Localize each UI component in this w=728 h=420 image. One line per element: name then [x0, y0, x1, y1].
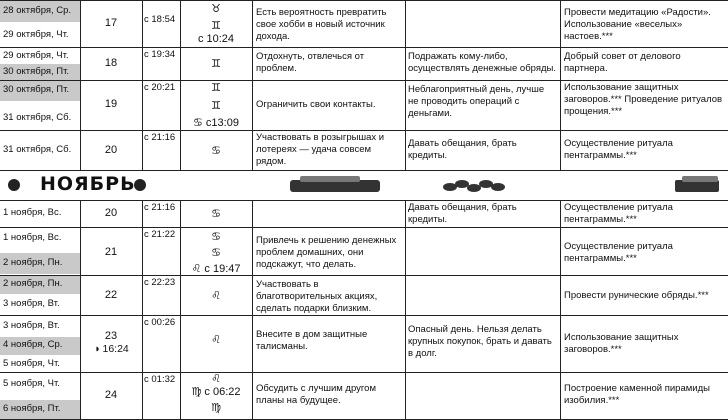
moon-sign: ♊: [211, 100, 221, 112]
date-cell: 2 ноября, Пн.: [0, 253, 80, 274]
moon-sign: ♊: [211, 58, 221, 70]
lunar-day-start-time: с 21:16: [144, 132, 176, 143]
moon-sign: ♋: [211, 208, 221, 220]
date-cell: 5 ноября, Чт.: [3, 358, 60, 369]
lunar-day: 19: [104, 98, 118, 110]
ritual-text: Провести рунические обряды.***: [564, 290, 709, 301]
date-cell: 1 ноября, Вс.: [3, 207, 62, 218]
lunar-day-start-time: с 00:26: [144, 317, 176, 328]
ritual-text: Провести медитацию «Радости». Использование «веселых» настоев.***: [564, 7, 711, 42]
lunar-day: 20: [104, 144, 118, 156]
lunar-day: 20: [104, 207, 118, 219]
lunar-day-start-time: с 21:22: [144, 229, 176, 240]
moon-sign: ♊: [211, 82, 221, 94]
moon-phase-time: ◑ 16:24: [93, 343, 129, 355]
col-divider: [560, 0, 561, 170]
lunar-day-start-time: с 19:34: [144, 49, 176, 60]
col-divider: [80, 200, 81, 420]
col-divider: [252, 200, 253, 420]
lunar-day: 18: [104, 57, 118, 69]
date-cell: 28 октября, Ср.: [0, 1, 80, 22]
coin-pile-icon: [443, 180, 505, 192]
date-cell: 29 октября, Чт.: [3, 50, 69, 61]
col-divider: [142, 0, 143, 170]
moon-sign: ♋: [211, 145, 221, 157]
coin-stack-icon: [290, 176, 380, 192]
moon-sign: ♋: [211, 247, 221, 259]
zodiac-ornament-icon: [134, 179, 146, 191]
ritual-text: Построение каменной пирамиды изобилия.***: [564, 383, 710, 406]
date-cell: 31 октября, Сб.: [3, 144, 72, 155]
date-cell: 6 ноября, Пт.: [0, 400, 80, 419]
moon-sign-change: ♋ с13:09: [193, 117, 239, 129]
row-divider: [0, 47, 728, 48]
ritual-text: Добрый совет от делового партнера.: [564, 51, 681, 74]
advice-text: Участвовать в розыгрышах и лотереях — удача совсем рядом.: [256, 132, 385, 167]
lunar-day-start-time: с 22:23: [144, 277, 176, 288]
moon-sign: ♉: [211, 3, 221, 15]
advice-text: Отдохнуть, отвлечься от проблем.: [256, 51, 365, 74]
moon-sign: ♌: [211, 373, 221, 385]
advice-text: Есть вероятность превратить свое хобби в новый источник дохода.: [256, 7, 387, 42]
date-cell: 1 ноября, Вс.: [3, 232, 62, 243]
moon-sign: ♍: [211, 402, 221, 414]
lunar-day-start-time: с 18:54: [144, 14, 176, 25]
date-cell: 29 октября, Чт.: [3, 29, 69, 40]
row-divider: [0, 130, 728, 131]
ritual-text: Осуществление ритуала пентаграммы.***: [564, 138, 673, 161]
finance-text: Давать обещания, брать кредиты.: [408, 202, 517, 225]
col-divider: [560, 200, 561, 420]
month-title: НОЯБРЬ: [40, 173, 136, 195]
col-divider: [405, 0, 406, 170]
finance-text: Давать обещания, брать кредиты.: [408, 138, 517, 161]
lunar-day: 21: [104, 246, 118, 258]
moon-sign-change: с 10:24: [197, 33, 235, 45]
row-divider: [0, 275, 728, 276]
moon-sign-change: ♍ с 06:22: [191, 386, 241, 398]
lunar-day: 22: [104, 289, 118, 301]
col-divider: [252, 0, 253, 170]
moon-sign: ♌: [211, 290, 221, 302]
row-divider: [0, 200, 728, 201]
row-divider: [0, 372, 728, 373]
lunar-day-start-time: с 21:16: [144, 202, 176, 213]
row-divider: [0, 0, 728, 1]
date-cell: 4 ноября, Ср.: [0, 337, 80, 355]
lunar-day: 24: [104, 389, 118, 401]
lunar-day: 17: [104, 17, 118, 29]
zodiac-ornament-icon: [8, 179, 20, 191]
col-divider: [142, 200, 143, 420]
date-cell: 30 октября, Пт.: [0, 81, 80, 101]
lunar-day: 23: [104, 330, 118, 342]
ritual-text: Использование защитных заговоров.***: [564, 332, 679, 355]
moon-sign: ♌: [211, 334, 221, 346]
date-cell: 5 ноября, Чт.: [3, 378, 60, 389]
date-cell: 3 ноября, Вт.: [3, 298, 60, 309]
moon-sign: ♋: [211, 231, 221, 243]
moon-sign: ♊: [211, 20, 221, 32]
advice-text: Обсудить с лучшим другом планы на будущее.: [256, 383, 376, 406]
date-cell: 30 октября, Пт.: [0, 64, 80, 80]
finance-text: Неблагоприятный день, лучше не проводить операций с деньгами.: [408, 84, 545, 119]
advice-text: Внесите в дом защитные талисманы.: [256, 329, 368, 352]
ritual-text: Осуществление ритуала пентаграммы.***: [564, 241, 673, 264]
row-divider: [0, 315, 728, 316]
ritual-text: Осуществление ритуала пентаграммы.***: [564, 202, 673, 225]
ritual-text: Использование защитных заговоров.*** Проведение ритуалов прощения.***: [564, 82, 723, 117]
col-divider: [405, 200, 406, 420]
lunar-day-start-time: с 01:32: [144, 374, 176, 385]
advice-text: Привлечь к решению денежных проблем домашних, они подскажут, что делать.: [256, 235, 397, 270]
advice-text: Участвовать в благотворительных акциях, сделать подарки близким.: [256, 279, 378, 314]
date-cell: 2 ноября, Пн.: [0, 276, 80, 294]
date-cell: 31 октября, Сб.: [3, 112, 72, 123]
lunar-day-start-time: с 20:21: [144, 82, 176, 93]
finance-text: Опасный день. Нельзя делать крупных покупок, брать и давать в долг.: [408, 324, 552, 359]
row-divider: [0, 227, 728, 228]
row-divider: [0, 80, 728, 81]
finance-text: Подражать кому-либо, осуществлять денежные обряды.: [408, 51, 556, 74]
date-cell: 3 ноября, Вт.: [3, 320, 60, 331]
banknote-stack-icon: [675, 176, 719, 192]
moon-sign-change: ♌ с 19:47: [191, 263, 241, 275]
advice-text: Ограничить свои контакты.: [256, 99, 376, 110]
